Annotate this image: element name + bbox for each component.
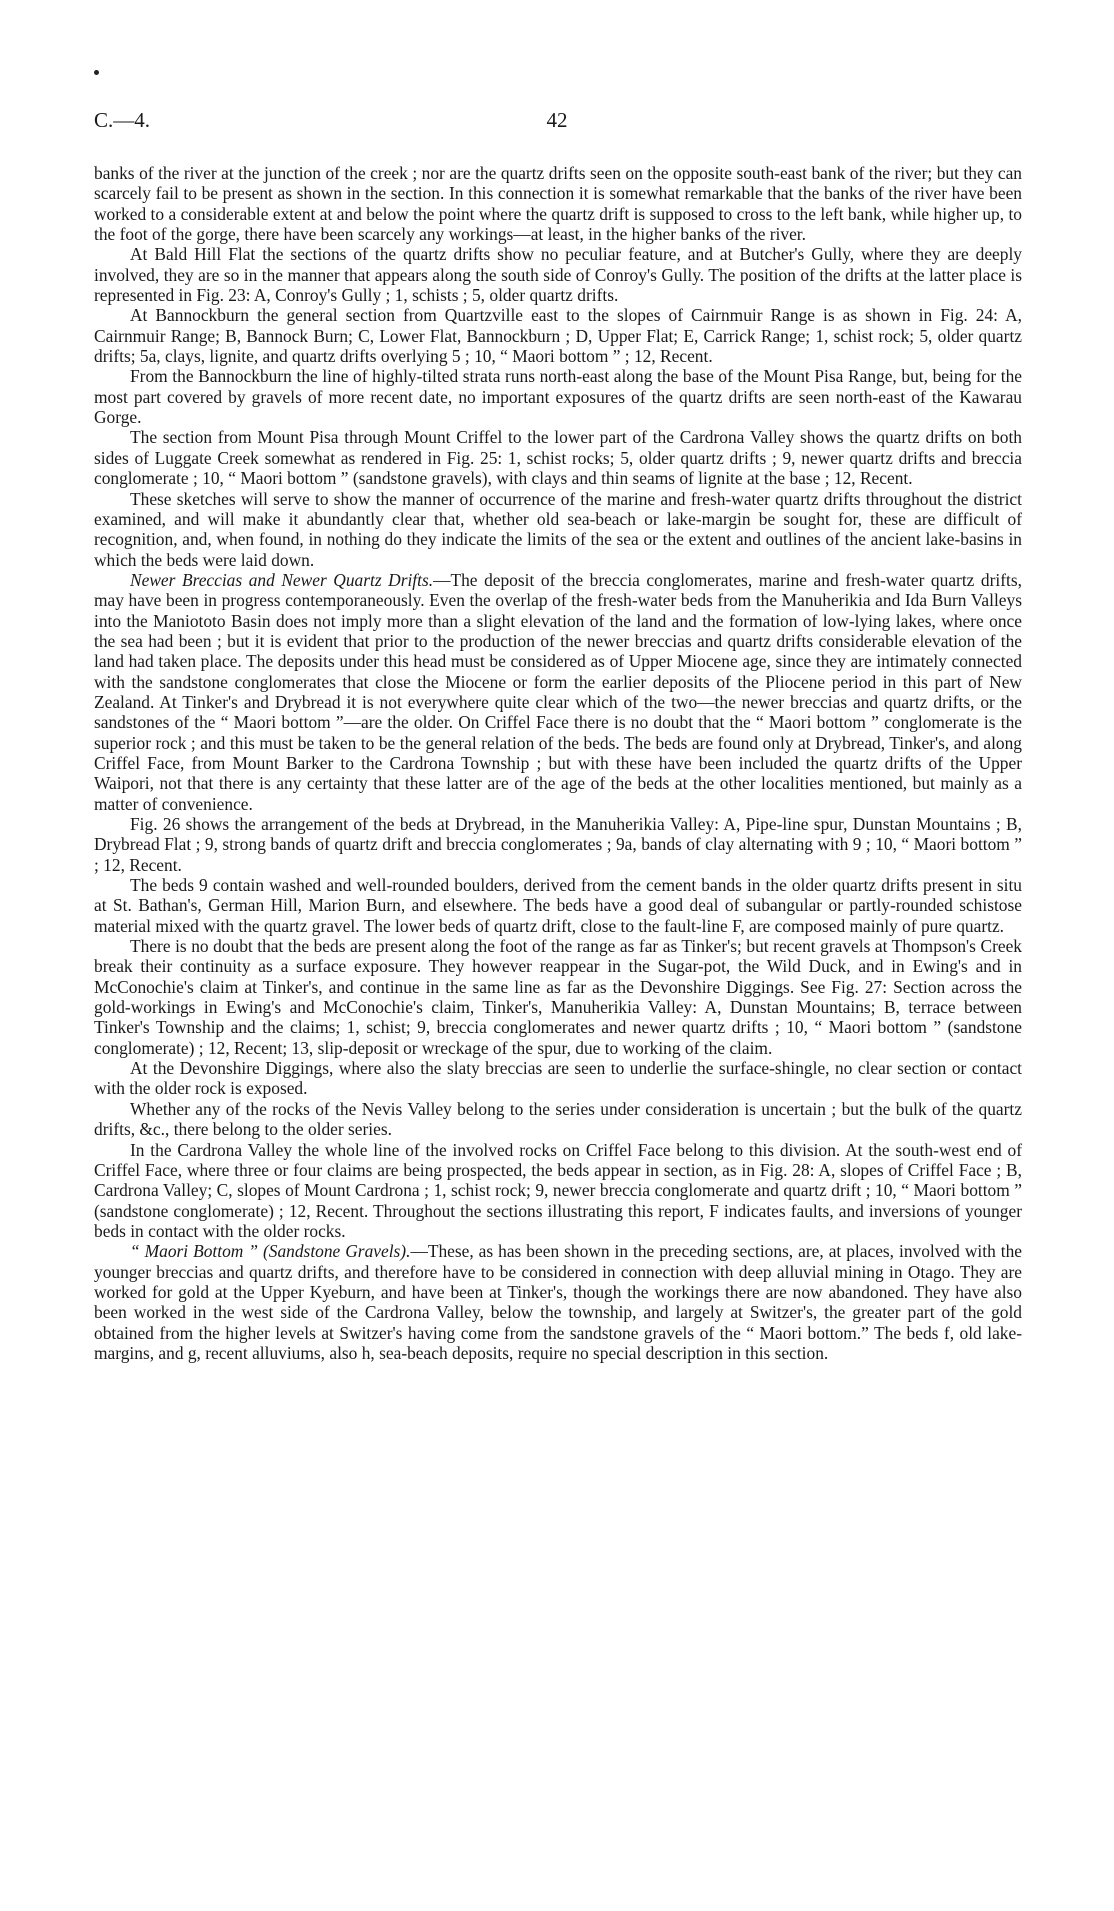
paragraph-text: The beds 9 contain washed and well-rounded boulders, derived from the cement bands in the older quartz drifts present in situ at St. Bathan's, German Hill, Marion Burn, and elsewhere. The beds have a good deal of subangular or partly-rounded schistose material mixed with the quartz gravel. The lower beds of quartz drift, close to the fault-line F, are composed mainly of pure quartz. bbox=[94, 875, 1022, 936]
paragraph bbox=[94, 366, 1022, 427]
paragraph-text: Whether any of the rocks of the Nevis Valley belong to the series under consideration is uncertain ; but the bulk of the quartz drifts, &c., there belong to the older series. bbox=[94, 1098, 1022, 1140]
paragraph bbox=[94, 570, 1022, 814]
paragraph-text: In the Cardrona Valley the whole line of the involved rocks on Criffel Face belong to this division. At the south-west end of Criffel Face, where three or four claims are being prospected, the beds appear in section, as in Fig. 28: A, slopes of Criffel Face ; B, Cardrona Valley; C, slopes of Mount Cardrona ; 1, schist rock; 9, newer breccia conglomerate and quartz drift ; 10, “ Maori bottom ” (sandstone conglomerate) ; 12, Recent. Throughout the sections illustrating this report, F indicates faults, and inversions of younger beds in contact with the older rocks. bbox=[94, 1139, 1022, 1241]
paragraph-text: At Bannockburn the general section from Quartzville east to the slopes of Cairnmuir Range is as shown in Fig. 24: A, Cairnmuir Range; B, Bannock Burn; C, Lower Flat, Bannockburn ; D, Upper Flat; E, Carrick Range; 1, schist rock; 5, older quartz drifts; 5a, clays, lignite, and quartz drifts overlying 5 ; 10, “ Maori bottom ” ; 12, Recent. bbox=[94, 305, 1022, 367]
paragraph-text: At Bald Hill Flat the sections of the quartz drifts show no peculiar feature, and at Butcher's Gully, where they are deeply involved, they are so in the manner that appears along the south side of Conroy's Gully. The position of the drifts at the latter place is represented in Fig. 23: A, Conroy's Gully ; 1, schists ; 5, older quartz drifts. bbox=[94, 244, 1022, 306]
paragraph-text: There is no doubt that the beds are present along the foot of the range as far as Tinker's; but recent gravels at Thompson's Creek break their continuity as a surface exposure. They however reappear in the Sugar-pot, the Wild Duck, and in Ewing's and in McConochie's claim at Tinker's, and continue in the same line as far as the Devonshire Diggings. See Fig. 27: Section across the gold-workings in Ewing's and McConochie's claim, Tinker's, Manuherikia Valley: A, Dunstan Mountains; B, terrace between Tinker's Township and the claims; 1, schist; 9, breccia conglomerates and newer quartz drifts ; 10, “ Maori bottom ” (sandstone conglomerate) ; 12, Recent; 13, slip-deposit or wreckage of the spur, due to working of the claim. bbox=[94, 936, 1022, 1058]
paragraph bbox=[94, 489, 1022, 570]
paragraph-text: From the Bannockburn the line of highly-tilted strata runs north-east along the base of the Mount Pisa Range, but, being for the most part covered by gravels of more recent date, no important exposures of the quartz drifts are seen north-east of the Kawarau Gorge. bbox=[94, 366, 1022, 428]
paragraph bbox=[94, 1140, 1022, 1242]
paragraph bbox=[94, 814, 1022, 875]
paragraph bbox=[94, 1241, 1022, 1363]
paragraph bbox=[94, 427, 1022, 488]
paragraph-text: The section from Mount Pisa through Mount Criffel to the lower part of the Cardrona Valley shows the quartz drifts on both sides of Luggate Creek somewhat as rendered in Fig. 25: 1, schist rocks; 5, older quartz drifts ; 9, newer quartz drifts and breccia conglomerate ; 10, “ Maori bottom ” (sandstone gravels), with clays and thin seams of lignite at the base ; 12, Recent. bbox=[94, 427, 1022, 489]
body-text bbox=[94, 163, 1022, 1363]
series-label: C.—4. bbox=[94, 108, 151, 132]
paragraph-text: —These, as has been shown in the preceding sections, are, at places, involved with the younger breccias and quartz drifts, and therefore have to be considered in connection with deep alluvial mining in Otago. They are worked for gold at the Upper Kyeburn, and have been at Tinker's, though the workings there are now abandoned. They have also been worked in the west side of the Cardrona Valley, below the township, and largely at Switzer's, the greater part of the gold obtained from the higher levels at Switzer's having come from the sandstone gravels of the “ Maori bottom.” The beds f, old lake-margins, and g, recent alluviums, also h, sea-beach deposits, require no special description in this section. bbox=[94, 1241, 1022, 1363]
print-mark bbox=[94, 70, 99, 75]
section-heading: “ Maori Bottom ” (Sandstone Gravels). bbox=[130, 1241, 411, 1262]
paragraph bbox=[94, 163, 1022, 244]
paragraph-text: Fig. 26 shows the arrangement of the beds at Drybread, in the Manuherikia Valley: A, Pipe-line spur, Dunstan Mountains ; B, Drybread Flat ; 9, strong bands of quartz drift and breccia conglomerates ; 9a, bands of clay alternating with 9 ; 10, “ Maori bottom ” ; 12, Recent. bbox=[94, 814, 1022, 875]
section-heading: Newer Breccias and Newer Quartz Drifts. bbox=[130, 569, 434, 590]
page-number: 42 bbox=[546, 108, 568, 132]
paragraph-text: —The deposit of the breccia conglomerates, marine and fresh-water quartz drifts, may have been in progress contemporaneously. Even the overlap of the fresh-water beds from the Manuherikia and Ida Burn Valleys into the Maniototo Basin does not imply more than a slight elevation of the land and the formation of low-lying lakes, where once the sea had been ; but it is evident that prior to the production of the newer breccias and quartz drifts considerable elevation of the land had taken place. The deposits under this head must be considered as of Upper Miocene age, since they are intimately connected with the sandstone conglomerates that close the Miocene or form the earlier deposits of the Pliocene period in this part of New Zealand. At Tinker's and Drybread it is not everywhere quite clear which of the two—the newer breccias and quartz drifts, or the sandstones of the “ Maori bottom ”—are the older. On Criffel Face there is no doubt that the “ Maori bottom ” conglomerate is the superior rock ; and this must be taken to be the general relation of the beds. The beds are found only at Drybread, Tinker's, and along Criffel Face, from Mount Barker to the Cardrona Township ; but with these have been included the quartz drifts of the Upper Waipori, not that there is any certainty that these latter are of the age of the beds at the other localities mentioned, but mainly as a matter of convenience. bbox=[94, 569, 1022, 814]
paragraph bbox=[94, 1099, 1022, 1140]
paragraph bbox=[94, 936, 1022, 1058]
page-header bbox=[94, 108, 1020, 138]
paragraph-text: At the Devonshire Diggings, where also the slaty breccias are seen to underlie the surface-shingle, no clear section or contact with the older rock is exposed. bbox=[94, 1058, 1022, 1099]
paragraph bbox=[94, 244, 1022, 305]
paragraph bbox=[94, 875, 1022, 936]
paragraph-text: These sketches will serve to show the manner of occurrence of the marine and fresh-water quartz drifts throughout the district examined, and will make it abundantly clear that, whether old sea-beach or lake-margin be sought for, these are difficult of recognition, and, when found, in nothing do they indicate the limits of the sea or the extent and outlines of the ancient lake-basins in which the beds were laid down. bbox=[94, 488, 1022, 570]
paragraph-text: banks of the river at the junction of the creek ; nor are the quartz drifts seen on the opposite south-east bank of the river; but they can scarcely fail to be present as shown in the section. In this connection it is somewhat remarkable that the banks of the river have been worked to a considerable extent at and below the point where the quartz drift is supposed to cross to the left bank, while higher up, to the foot of the gorge, there have been scarcely any workings—at least, in the higher banks of the river. bbox=[94, 163, 1022, 245]
paragraph bbox=[94, 1058, 1022, 1099]
paragraph bbox=[94, 305, 1022, 366]
